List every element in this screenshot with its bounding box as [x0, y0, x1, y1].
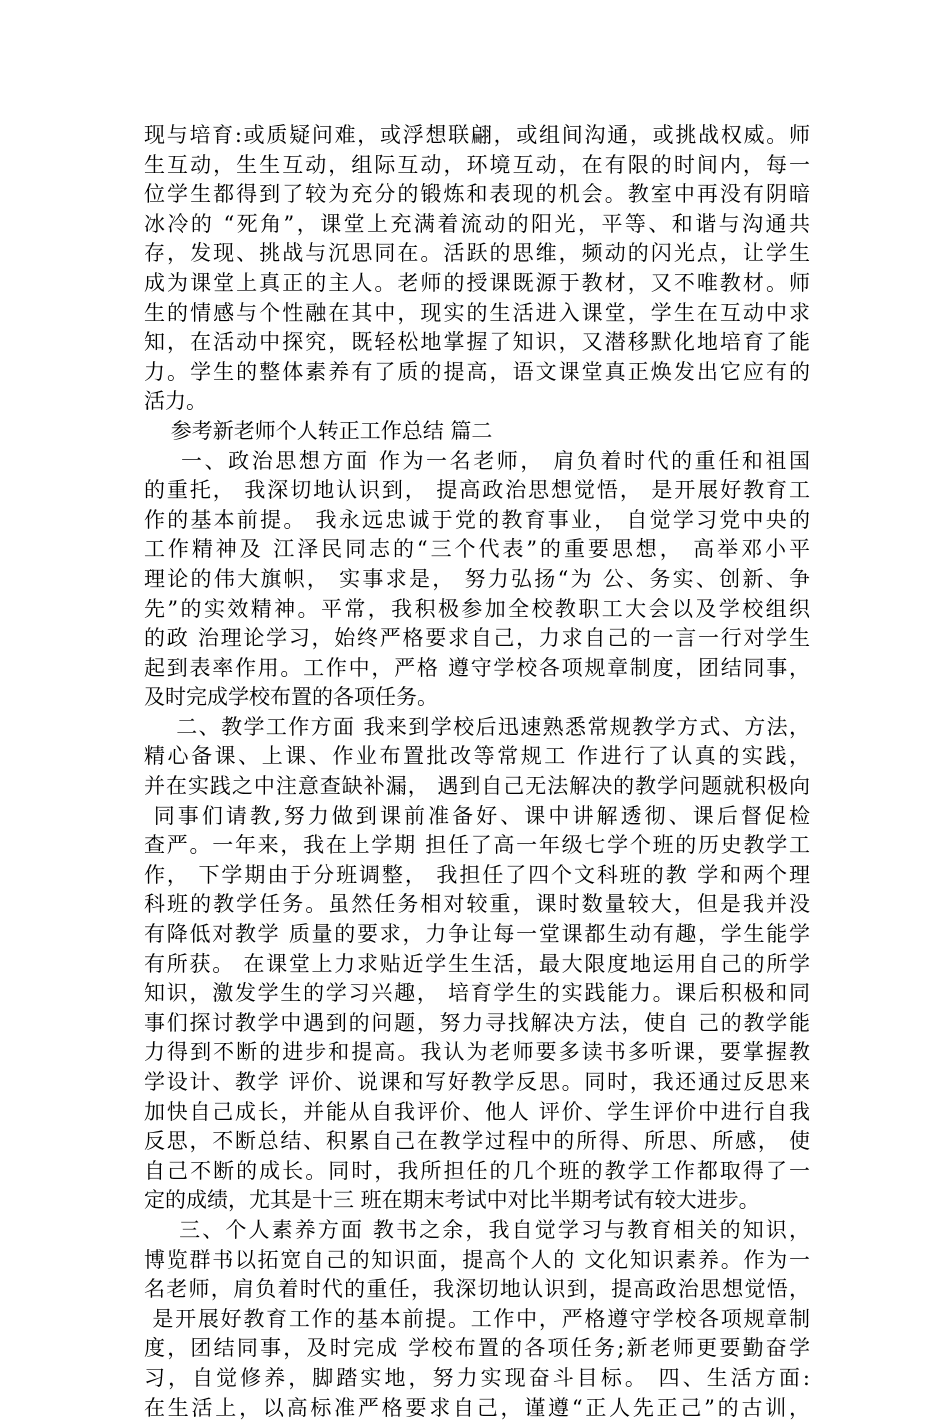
- text-line: 有所获。 在课堂上力求贴近学生生活，最大限度地运用自己的所学: [144, 951, 810, 976]
- section-heading: 参考新老师个人转正工作总结 篇二: [144, 418, 493, 443]
- text-line: 成为课堂上真正的主人。老师的授课既源于教材，又不唯教材。师: [144, 270, 810, 295]
- text-line: 精心备课、上课、作业布置批改等常规工 作进行了认真的实践，: [144, 744, 810, 769]
- text-line: 是开展好教育工作的基本前提。工作中，严格遵守学校各项规章制: [144, 1306, 810, 1331]
- text-line: 博览群书以拓宽自己的知识面，提高个人的 文化知识素养。作为一: [144, 1247, 810, 1272]
- text-line: 存，发现、挑战与沉思同在。活跃的思维，频动的闪光点，让学生: [144, 241, 810, 266]
- text-line: 加快自己成长，并能从自我评价、他人 评价、学生评价中进行自我: [144, 1099, 810, 1124]
- text-line: 的政 治理论学习，始终严格要求自己，力求自己的一言一行对学生: [144, 626, 810, 651]
- text-line: 力得到不断的进步和提高。我认为老师要多读书多听课，要掌握教: [144, 1040, 810, 1065]
- text-line: 二、教学工作方面 我来到学校后迅速熟悉常规教学方式、方法，: [144, 714, 810, 739]
- text-line: 学设计、教学 评价、说课和写好教学反思。同时，我还通过反思来: [144, 1070, 810, 1094]
- text-line: 在生活上，以高标准严格要求自己，谨遵“正人先正己”的古训，: [144, 1395, 810, 1420]
- paragraph-end-line: 活力。: [144, 389, 207, 414]
- text-line: 一、政治思想方面 作为一名老师， 肩负着时代的重任和祖国: [144, 448, 810, 473]
- text-line: 科班的教学任务。虽然任务相对较重，课时数量较大，但是我并没: [144, 892, 810, 917]
- text-line: 现与培育:或质疑问难，或浮想联翩，或组间沟通，或挑战权威。师: [144, 123, 810, 147]
- text-line: 先”的实效精神。平常，我积极参加全校教职工大会以及学校组织: [144, 596, 810, 621]
- paragraph-end-line: 定的成绩，尤其是十三 班在期末考试中对比半期考试有较大进步。: [144, 1188, 760, 1213]
- text-line: 的重托， 我深切地认识到， 提高政治思想觉悟， 是开展好教育工: [144, 478, 810, 503]
- text-line: 知，在活动中探究，既轻松地掌握了知识，又潜移默化地培育了能: [144, 330, 810, 355]
- text-line: 工作精神及 江泽民同志的“三个代表”的重要思想， 高举邓小平: [144, 537, 810, 562]
- text-line: 位学生都得到了较为充分的锻炼和表现的机会。教室中再没有阴暗: [144, 182, 810, 207]
- text-line: 有降低对教学 质量的要求，力争让每一堂课都生动有趣，学生能学: [144, 922, 810, 947]
- text-line: 反思，不断总结、积累自己在教学过程中的所得、所思、所感， 使: [144, 1129, 810, 1154]
- text-line: 并在实践之中注意查缺补漏， 遇到自己无法解决的教学问题就积极向: [144, 774, 810, 799]
- text-line: 知识，激发学生的学习兴趣， 培育学生的实践能力。课后积极和同: [144, 981, 810, 1006]
- paragraph-end-line: 及时完成学校布置的各项任务。: [144, 685, 438, 710]
- text-line: 度，团结同事，及时完成 学校布置的各项任务;新老师更要勤奋学: [144, 1336, 810, 1361]
- text-line: 作， 下学期由于分班调整， 我担任了四个文科班的教 学和两个理: [144, 862, 810, 887]
- text-line: 自己不断的成长。同时，我所担任的几个班的教学工作都取得了一: [144, 1158, 810, 1183]
- text-line: 习，自觉修养，脚踏实地，努力实现奋斗目标。 四、生活方面:: [144, 1365, 810, 1390]
- text-line: 查严。一年来，我在上学期 担任了高一年级七学个班的历史教学工: [144, 833, 810, 858]
- text-line: 事们探讨教学中遇到的问题，努力寻找解决方法，使自 己的教学能: [144, 1010, 810, 1035]
- text-line: 生的情感与个性融在其中，现实的生活进入课堂，学生在互动中求: [144, 300, 810, 325]
- text-line: 三、个人素养方面 教书之余，我自觉学习与教育相关的知识，: [144, 1217, 810, 1242]
- text-line: 理论的伟大旗帜， 实事求是， 努力弘扬“为 公、务实、创新、争: [144, 566, 810, 591]
- text-line: 力。学生的整体素养有了质的提高，语文课堂真正焕发出它应有的: [144, 359, 810, 384]
- text-line: 作的基本前提。 我永远忠诚于党的教育事业， 自觉学习党中央的: [144, 507, 810, 532]
- body-text: [144, 121, 810, 1423]
- text-line: 生互动，生生互动，组际互动，环境互动，在有限的时间内，每一: [144, 152, 810, 177]
- text-line: 名老师，肩负着时代的重任，我深切地认识到，提高政治思想觉悟，: [144, 1277, 810, 1302]
- text-line: 起到表率作用。工作中，严格 遵守学校各项规章制度，团结同事，: [144, 655, 810, 680]
- text-line: 同事们请教,努力做到课前准备好、课中讲解透彻、课后督促检: [144, 803, 810, 828]
- text-line: 冰冷的 “死角”，课堂上充满着流动的阳光，平等、和谐与沟通共: [144, 211, 810, 236]
